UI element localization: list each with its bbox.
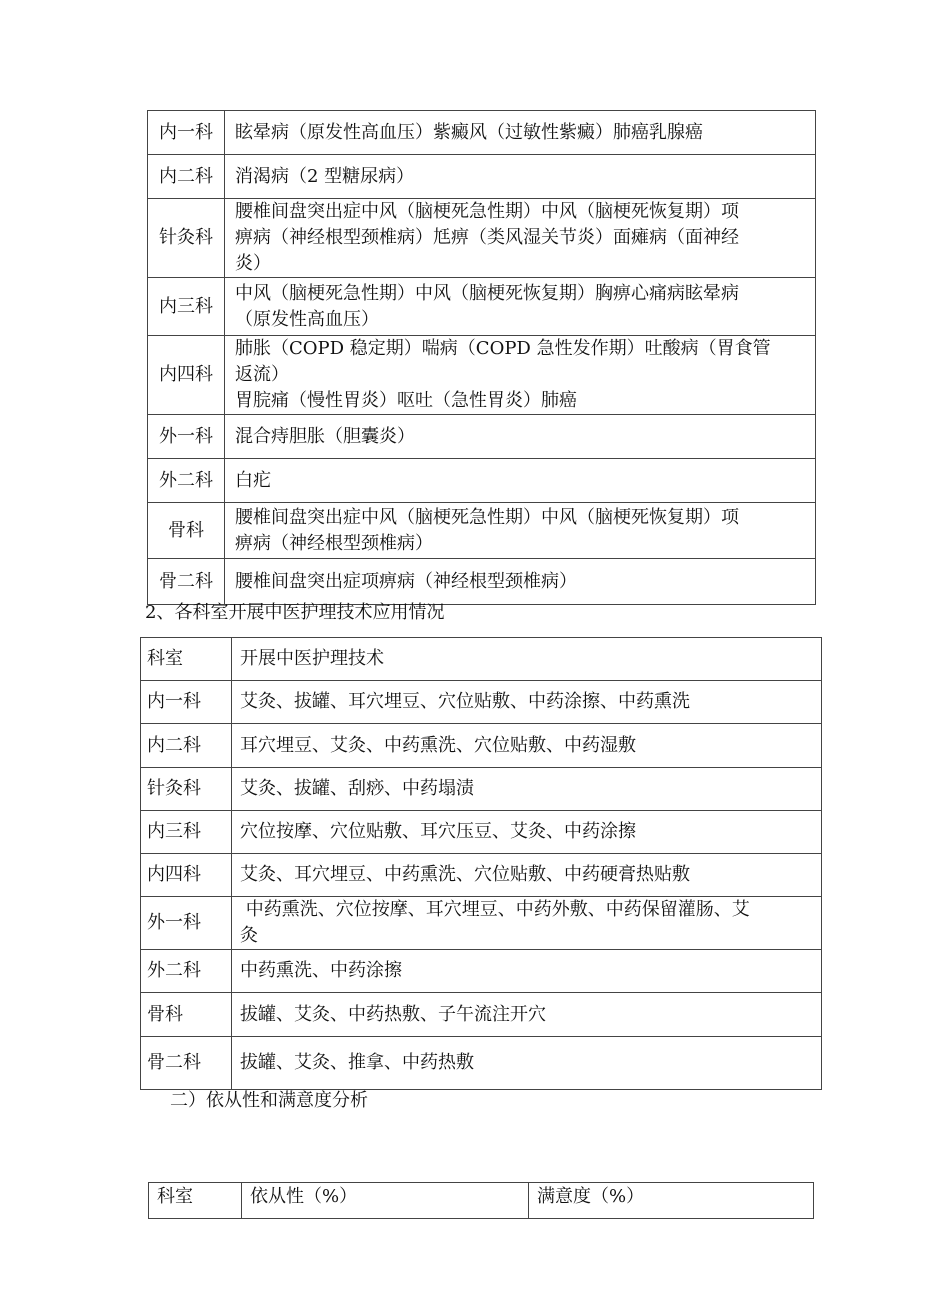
technique-cell bbox=[232, 681, 822, 724]
technique-line: 耳穴埋豆、艾灸、中药熏洗、穴位贴敷、中药湿敷 bbox=[240, 734, 636, 756]
table-row bbox=[148, 336, 816, 415]
dept-cell: 内四科 bbox=[148, 336, 225, 415]
disease-line: 腰椎间盘突出症中风（脑梗死急性期）中风（脑梗死恢复期）项 bbox=[235, 201, 739, 222]
table-row bbox=[141, 993, 822, 1037]
disease-cell bbox=[225, 559, 816, 605]
dept-cell: 外二科 bbox=[141, 950, 232, 993]
disease-line: 腰椎间盘突出症中风（脑梗死急性期）中风（脑梗死恢复期）项 bbox=[235, 506, 739, 528]
table-row bbox=[141, 897, 822, 950]
technique-cell bbox=[232, 811, 822, 854]
technique-cell bbox=[232, 897, 822, 950]
table-row bbox=[148, 503, 816, 559]
disease-cell bbox=[225, 415, 816, 459]
table-row bbox=[148, 278, 816, 336]
technique-line: 中药熏洗、穴位按摩、耳穴埋豆、中药外敷、中药保留灌肠、艾 bbox=[240, 899, 750, 920]
dept-cell: 外一科 bbox=[148, 415, 225, 459]
disease-line: 混合痔胆胀（胆囊炎） bbox=[235, 425, 415, 447]
disease-line: 腰椎间盘突出症项痹病（神经根型颈椎病） bbox=[235, 570, 577, 592]
technique-line: 灸 bbox=[240, 925, 258, 946]
table-row bbox=[148, 199, 816, 278]
disease-cell bbox=[225, 278, 816, 336]
disease-line: 返流） bbox=[235, 364, 289, 385]
table-row bbox=[148, 559, 816, 605]
disease-cell bbox=[225, 336, 816, 415]
table-header-row bbox=[149, 1183, 814, 1219]
technique-line: 穴位按摩、穴位贴敷、耳穴压豆、艾灸、中药涂擦 bbox=[240, 821, 636, 842]
table-row bbox=[141, 854, 822, 897]
technique-line: 中药熏洗、中药涂擦 bbox=[240, 960, 402, 981]
compliance-satisfaction-table bbox=[148, 1182, 814, 1219]
dept-cell: 内二科 bbox=[148, 155, 225, 199]
dept-cell: 外二科 bbox=[148, 459, 225, 503]
table-row bbox=[148, 459, 816, 503]
dept-cell: 针灸科 bbox=[148, 199, 225, 278]
technique-line: 艾灸、拔罐、刮痧、中药塌渍 bbox=[240, 778, 474, 799]
disease-cell bbox=[225, 199, 816, 278]
dept-cell: 针灸科 bbox=[141, 768, 232, 811]
technique-cell bbox=[232, 993, 822, 1037]
technique-cell bbox=[232, 950, 822, 993]
table-row bbox=[148, 415, 816, 459]
technique-line: 拔罐、艾灸、推拿、中药热敷 bbox=[240, 1052, 474, 1073]
table-row bbox=[141, 811, 822, 854]
disease-line: 痹病（神经根型颈椎病）尪痹（类风湿关节炎）面瘫病（面神经 bbox=[235, 227, 739, 248]
disease-line: （原发性高血压） bbox=[235, 308, 379, 330]
technique-line: 拔罐、艾灸、中药热敷、子午流注开穴 bbox=[240, 1003, 546, 1025]
dept-cell: 骨科 bbox=[141, 993, 232, 1037]
technique-line: 艾灸、耳穴埋豆、中药熏洗、穴位贴敷、中药硬膏热贴敷 bbox=[240, 864, 690, 885]
table-row bbox=[141, 681, 822, 724]
dept-cell: 内二科 bbox=[141, 724, 232, 768]
section-heading-compliance: 二）依从性和满意度分析 bbox=[170, 1090, 368, 1111]
dept-cell: 内一科 bbox=[148, 111, 225, 155]
dept-cell: 骨二科 bbox=[141, 1037, 232, 1090]
dept-cell: 内三科 bbox=[141, 811, 232, 854]
dept-cell: 内四科 bbox=[141, 854, 232, 897]
disease-cell bbox=[225, 459, 816, 503]
disease-line: 胃脘痛（慢性胃炎）呕吐（急性胃炎）肺癌 bbox=[235, 390, 577, 411]
table-row bbox=[141, 950, 822, 993]
technique-line: 艾灸、拔罐、耳穴埋豆、穴位贴敷、中药涂擦、中药熏洗 bbox=[240, 691, 690, 712]
disease-cell bbox=[225, 503, 816, 559]
table-row bbox=[141, 724, 822, 768]
disease-line: 眩晕病（原发性高血压）紫癜风（过敏性紫癜）肺癌乳腺癌 bbox=[235, 121, 703, 143]
dept-cell: 内一科 bbox=[141, 681, 232, 724]
disease-line: 中风（脑梗死急性期）中风（脑梗死恢复期）胸痹心痛病眩晕病 bbox=[235, 282, 739, 304]
disease-line: 白疕 bbox=[235, 469, 271, 491]
header-compliance: 依从性（%） bbox=[242, 1183, 529, 1219]
disease-line: 肺胀（COPD 稳定期）喘病（COPD 急性发作期）吐酸病（胃食管 bbox=[235, 338, 771, 359]
disease-cell bbox=[225, 111, 816, 155]
disease-line: 消渴病（2 型糖尿病） bbox=[235, 165, 415, 187]
technique-cell bbox=[232, 1037, 822, 1090]
technique-cell bbox=[232, 768, 822, 811]
nursing-technique-table bbox=[140, 637, 822, 1090]
table-header-row bbox=[141, 638, 822, 681]
header-satisfaction: 满意度（%） bbox=[529, 1183, 814, 1219]
table-row bbox=[148, 111, 816, 155]
technique-cell bbox=[232, 854, 822, 897]
disease-line: 痹病（神经根型颈椎病） bbox=[235, 532, 433, 554]
disease-cell bbox=[225, 155, 816, 199]
header-dept: 科室 bbox=[141, 638, 232, 681]
table-row bbox=[141, 1037, 822, 1090]
table-row bbox=[148, 155, 816, 199]
technique-cell bbox=[232, 724, 822, 768]
disease-line: 炎） bbox=[235, 253, 271, 274]
department-disease-table bbox=[147, 110, 816, 605]
table-row bbox=[141, 768, 822, 811]
header-tech: 开展中医护理技术 bbox=[232, 638, 822, 681]
section-heading-nursing-tech: 2、各科室开展中医护理技术应用情况 bbox=[145, 602, 445, 623]
dept-cell: 骨二科 bbox=[148, 559, 225, 605]
header-dept: 科室 bbox=[149, 1183, 242, 1219]
dept-cell: 骨科 bbox=[148, 503, 225, 559]
dept-cell: 外一科 bbox=[141, 897, 232, 950]
dept-cell: 内三科 bbox=[148, 278, 225, 336]
